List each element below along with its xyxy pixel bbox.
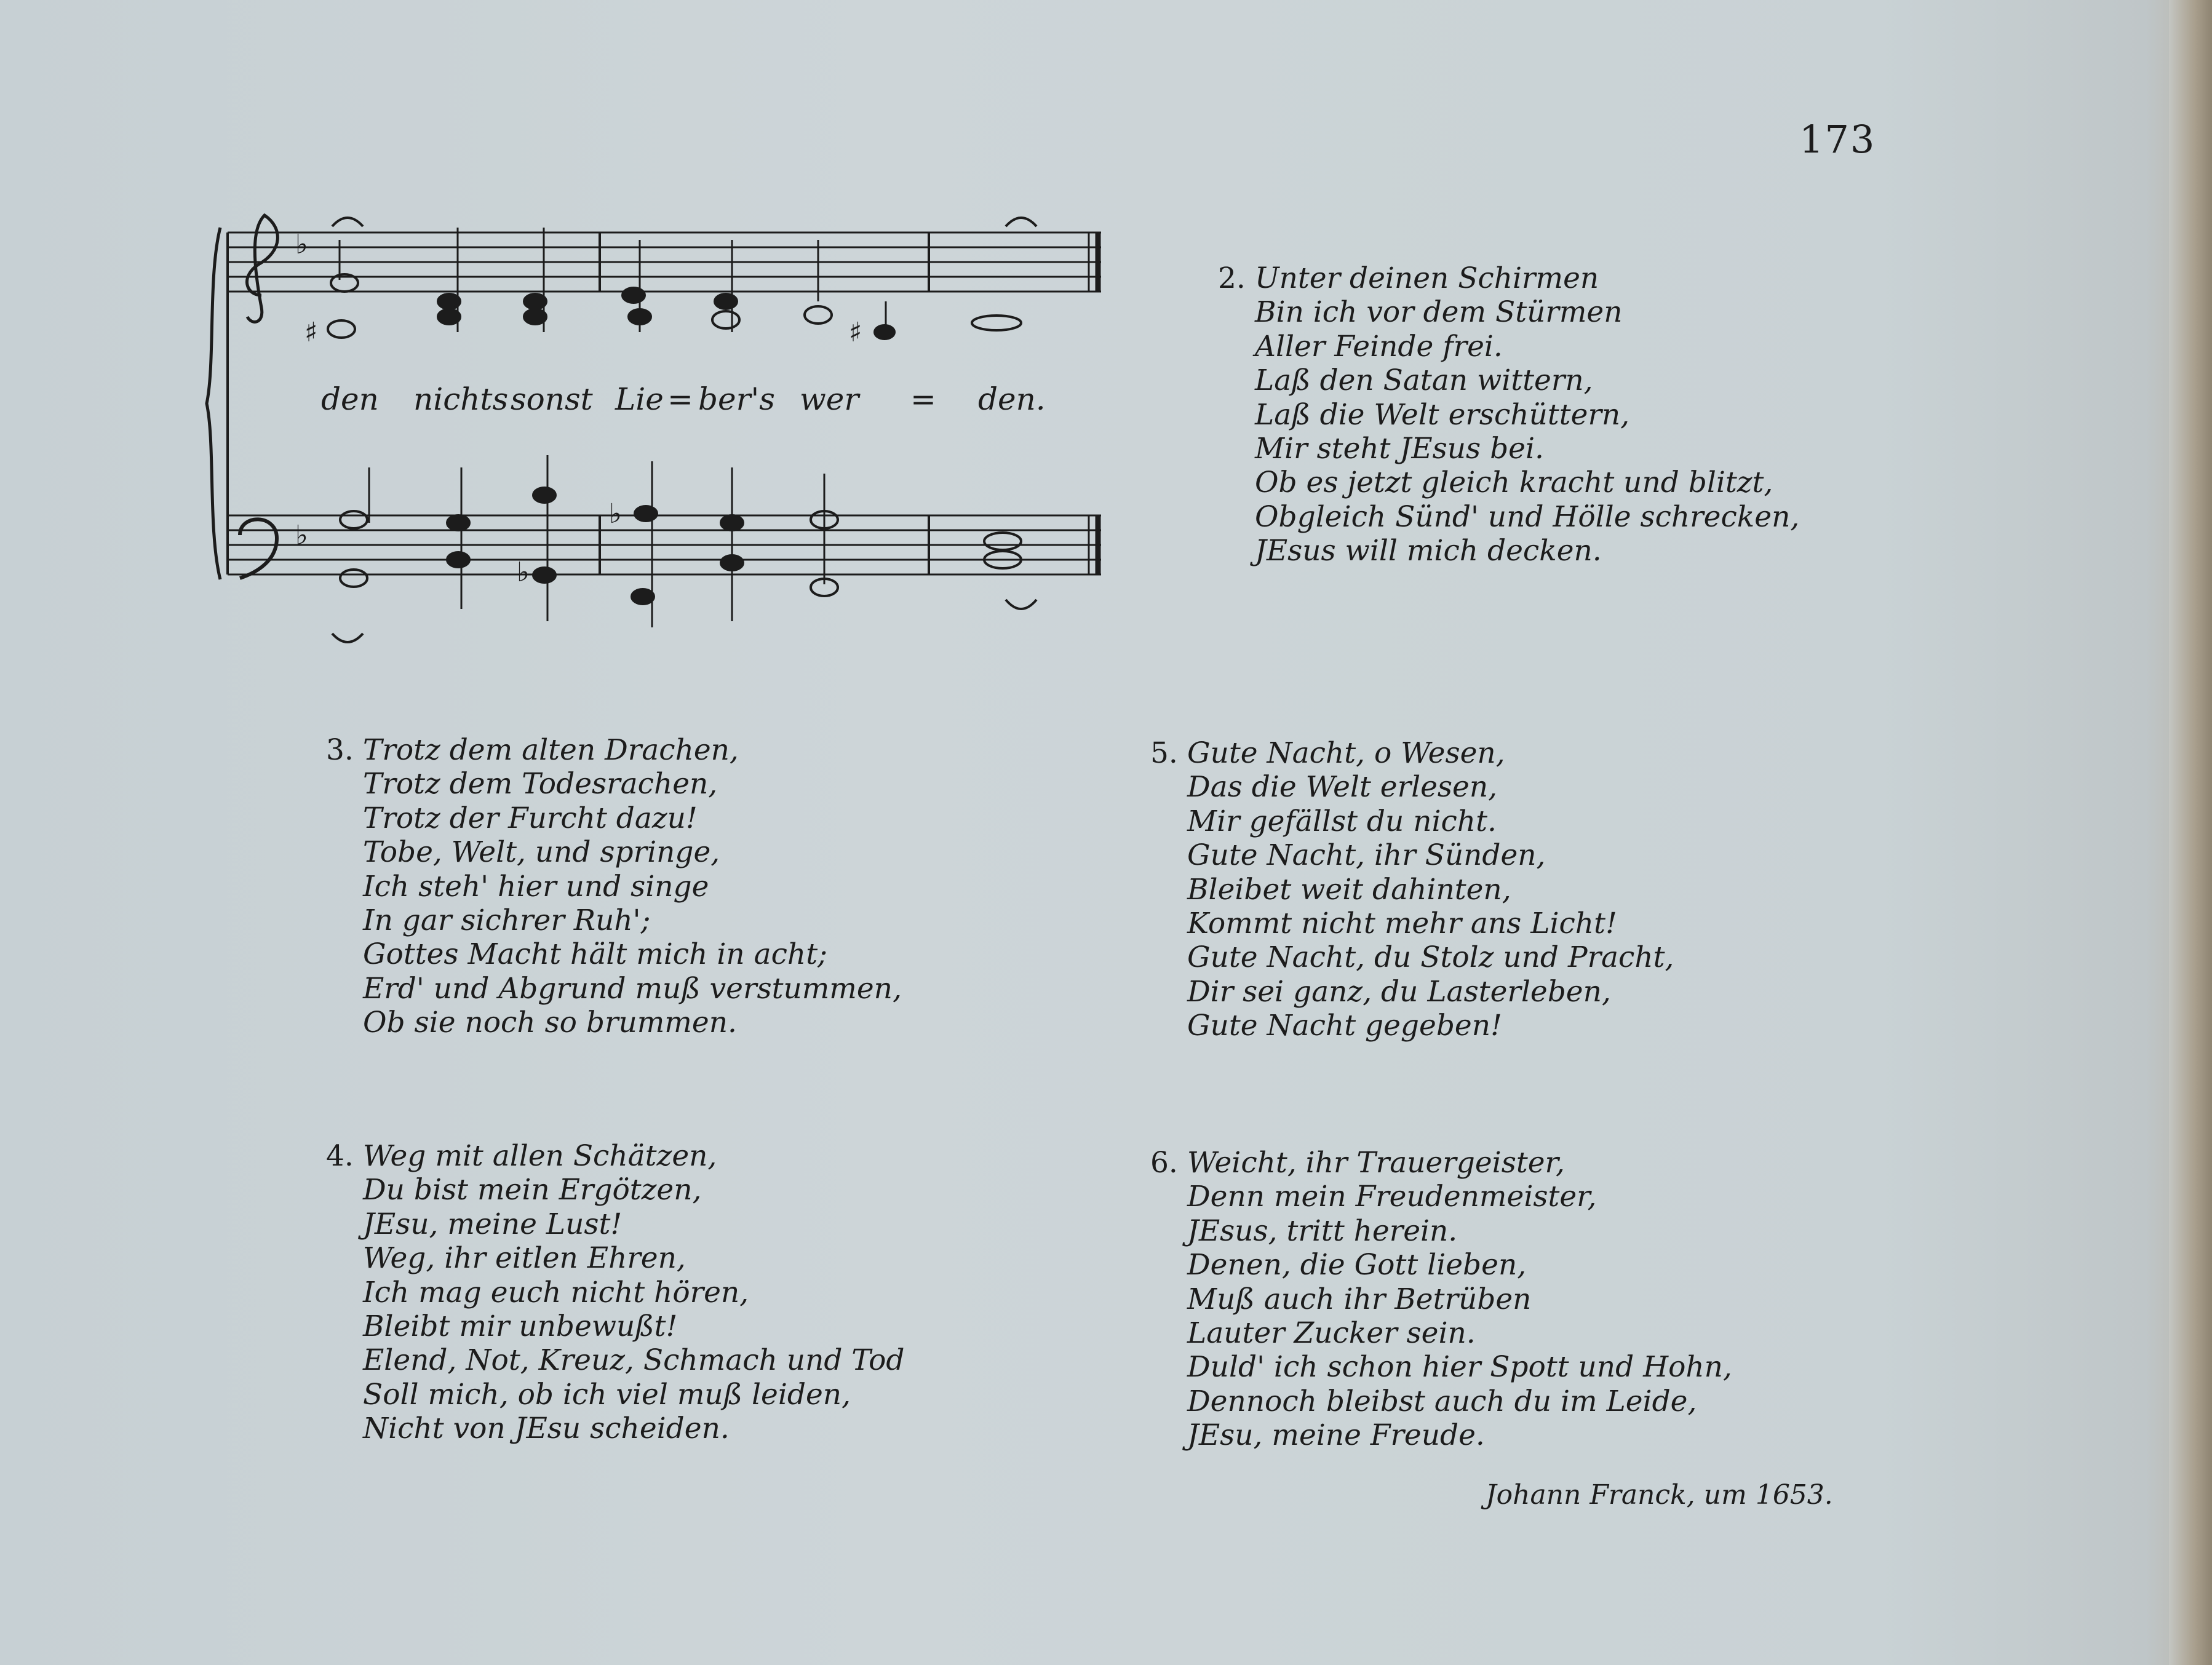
music-score xyxy=(203,203,1126,652)
lyric-syllable: wer xyxy=(800,381,859,417)
stanza-line: Kommt nicht mehr ans Licht! xyxy=(1187,907,1617,941)
stanza-line: Elend, Not, Kreuz, Schmach und Tod xyxy=(363,1343,905,1378)
stanza-number: 5. xyxy=(1150,736,1178,770)
stanza-line: Dir sei ganz, du Lasterleben, xyxy=(1187,974,1611,1009)
stanza-line: Weg, ihr eitlen Ehren, xyxy=(363,1241,686,1276)
stanza-line: Bin ich vor dem Stürmen xyxy=(1255,295,1623,330)
svg-text:♯: ♯ xyxy=(849,317,862,348)
stanza-line: Ich steh' hier und singe xyxy=(363,869,709,904)
stanza-line: Dennoch bleibst auch du im Leide, xyxy=(1187,1384,1697,1418)
stanza-line: Bleibet weit dahinten, xyxy=(1187,872,1511,907)
stanza-line: Duld' ich schon hier Spott und Hohn, xyxy=(1187,1350,1732,1385)
stanza-line: JEsu, meine Lust! xyxy=(363,1207,623,1241)
stanza-line: Trotz der Furcht dazu! xyxy=(363,801,698,835)
page-edge xyxy=(2169,0,2212,1665)
stanza-line: In gar sichrer Ruh'; xyxy=(363,904,651,938)
stanza-line: Du bist mein Ergötzen, xyxy=(363,1173,702,1207)
stanza-line: Ob es jetzt gleich kracht und blitzt, xyxy=(1255,466,1773,500)
stanza-number: 2. xyxy=(1218,261,1246,295)
stanza-line: Weg mit allen Schätzen, xyxy=(363,1139,717,1173)
stanza-line: Gute Nacht, o Wesen, xyxy=(1187,736,1505,770)
stanza-number: 6. xyxy=(1150,1146,1178,1180)
stanza-line: Tobe, Welt, und springe, xyxy=(363,835,720,870)
stanza-line: Laß die Welt erschüttern, xyxy=(1255,397,1630,432)
stanza-line: Gute Nacht, du Stolz und Pracht, xyxy=(1187,940,1674,975)
stanza-2 xyxy=(1218,261,1800,568)
lyric-syllable: Lie xyxy=(615,381,664,417)
svg-text:♭: ♭ xyxy=(295,520,308,551)
svg-text:♭: ♭ xyxy=(295,229,308,260)
lyric-syllable: nichts xyxy=(413,381,509,417)
svg-text:♭: ♭ xyxy=(517,557,530,588)
stanza-number: 3. xyxy=(326,733,354,767)
stanza-line: Trotz dem alten Drachen, xyxy=(363,733,739,767)
author-attribution: Johann Franck, um 1653. xyxy=(1486,1479,1833,1511)
stanza-line: Soll mich, ob ich viel muß leiden, xyxy=(363,1377,851,1412)
stanza-line: Mir gefällst du nicht. xyxy=(1187,804,1497,838)
stanza-line: Gute Nacht, ihr Sünden, xyxy=(1187,838,1546,873)
stanza-3 xyxy=(326,733,902,1040)
lyric-syllable: den. xyxy=(978,381,1046,417)
stanza-6 xyxy=(1150,1146,1732,1453)
lyric-syllable: den xyxy=(321,381,379,417)
lyric-syllable: ber's xyxy=(698,381,775,417)
stanza-line: Unter deinen Schirmen xyxy=(1255,261,1599,295)
stanza-line: Obgleich Sünd' und Hölle schrecken, xyxy=(1255,499,1800,534)
lyric-syllable: sonst xyxy=(511,381,593,417)
svg-text:♯: ♯ xyxy=(304,317,318,348)
svg-text:♭: ♭ xyxy=(609,498,622,530)
stanza-line: Ob sie noch so brummen. xyxy=(363,1006,737,1040)
stanza-line: Laß den Satan wittern, xyxy=(1255,364,1593,398)
stanza-line: Gottes Macht hält mich in acht; xyxy=(363,937,827,972)
stanza-line: Muß auch ihr Betrüben xyxy=(1187,1282,1532,1316)
stanza-5 xyxy=(1150,736,1674,1043)
lyric-syllable: = xyxy=(667,381,693,417)
stanza-line: Nicht von JEsu scheiden. xyxy=(363,1412,730,1446)
page-number: 173 xyxy=(1799,117,1876,162)
stanza-4 xyxy=(326,1139,905,1446)
stanza-line: JEsus will mich decken. xyxy=(1255,534,1602,568)
stanza-line: Bleibt mir unbewußt! xyxy=(363,1309,678,1344)
stanza-line: Denen, die Gott lieben, xyxy=(1187,1248,1527,1282)
stanza-line: Aller Feinde frei. xyxy=(1255,329,1503,364)
stanza-line: Lauter Zucker sein. xyxy=(1187,1316,1476,1351)
stanza-line: Trotz dem Todesrachen, xyxy=(363,767,718,801)
stanza-line: Das die Welt erlesen, xyxy=(1187,770,1498,805)
stanza-line: Mir steht JEsus bei. xyxy=(1255,432,1544,466)
stanza-number: 4. xyxy=(326,1139,354,1173)
lyric-syllable: = xyxy=(910,381,936,417)
stanza-line: JEsu, meine Freude. xyxy=(1187,1418,1485,1453)
stanza-line: Erd' und Abgrund muß verstummen, xyxy=(363,971,902,1006)
stanza-line: JEsus, tritt herein. xyxy=(1187,1214,1458,1248)
stanza-line: Ich mag euch nicht hören, xyxy=(363,1275,749,1309)
stanza-line: Gute Nacht gegeben! xyxy=(1187,1009,1502,1043)
stanza-line: Denn mein Freudenmeister, xyxy=(1187,1180,1597,1214)
stanza-line: Weicht, ihr Trauergeister, xyxy=(1187,1146,1565,1180)
